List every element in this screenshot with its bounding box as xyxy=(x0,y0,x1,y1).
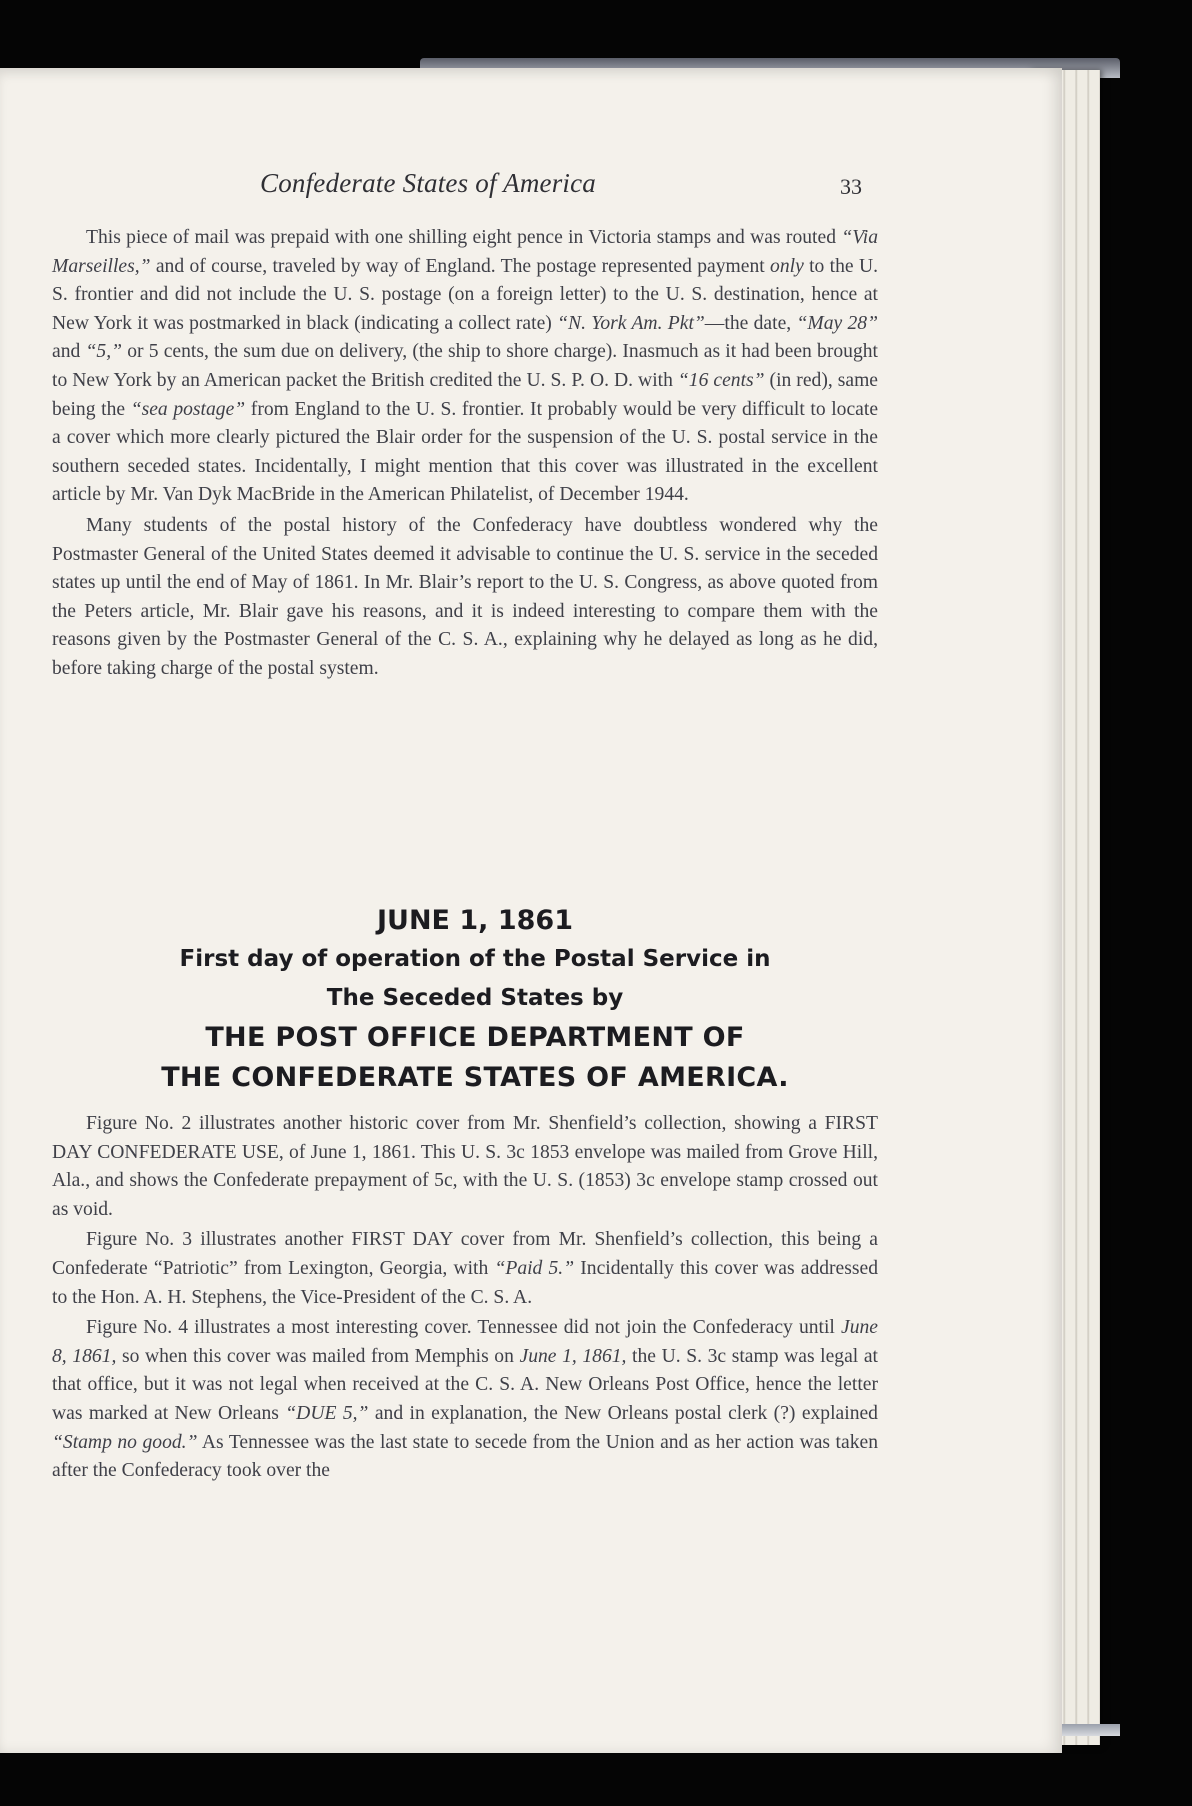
running-header xyxy=(252,168,862,208)
text-run: Figure No. 4 illustrates a most interesting cover. Tennessee did not join the Confederacy until xyxy=(86,1317,841,1339)
text-run: the U. S. 3c stamp was legal at that office, but it was not legal when received at the C. S. A. New Orleans Post Office, hence the letter was marked at New Orleans xyxy=(52,1345,878,1424)
text-run: from England to the U. S. frontier. It probably would be very difficult to locate a cover which more clearly pictured the Blair order for the suspension of the U. S. postal service in the southern seceded states. Incidentally, I might mention that this cover was illustrated in the excellent article by Mr. Van Dyk MacBride in the American Philatelist, of December 1944. xyxy=(52,398,879,506)
italic-run: “5,” xyxy=(85,341,122,363)
text-block-bottom xyxy=(52,1110,878,1486)
heading-department-2: THE CONFEDERATE STATES OF AMERICA. xyxy=(161,1062,789,1093)
italic-run: June 1, 1861, xyxy=(519,1345,627,1367)
heading-subtitle-1: First day of operation of the Postal Service in xyxy=(179,946,771,972)
heading-department-1: THE POST OFFICE DEPARTMENT OF xyxy=(205,1022,745,1053)
italic-run: “Stamp no good.” xyxy=(52,1431,198,1453)
section-heading xyxy=(140,902,810,1098)
italic-run: June 8, 1861, xyxy=(52,1317,878,1367)
paragraph-blair-report: Many students of the postal history of the Confederacy have doubtless wondered why the Postmaster General of the United States deemed it advisable to continue the U. S. service in the seceded states up until the end of May of 1861. In Mr. Blair’s report to the U. S. Congress, as above quoted from the Peters article, Mr. Blair gave his reasons, and it is indeed interesting to compare them with the reasons given by the Postmaster General of the C. S. A., explaining why he delayed as long as he did, before taking charge of the postal system. xyxy=(52,514,878,679)
paragraph-figure-3 xyxy=(52,1226,878,1312)
paragraph-figure-4 xyxy=(52,1314,878,1486)
text-run: and xyxy=(52,341,86,363)
heading-date: JUNE 1, 1861 xyxy=(376,905,573,936)
italic-run: only xyxy=(770,255,804,277)
text-run: This piece of mail was prepaid with one shilling eight pence in Victoria stamps and was routed xyxy=(86,227,842,248)
text-run: Incidentally this cover was addressed to the Hon. A. H. Stephens, the Vice-President of the C. S. A. xyxy=(52,1257,878,1308)
italic-run: “Via Marseilles,” xyxy=(52,227,878,277)
italic-run: “DUE 5,” xyxy=(285,1402,369,1424)
italic-run: “sea postage” xyxy=(130,398,246,420)
text-block-top xyxy=(52,224,878,684)
text-run: to the U. S. frontier and did not include the U. S. postage (on a foreign letter) to the U. S. destination, hence at New York it was postmarked in black (indicating a collect rate) xyxy=(52,255,879,334)
text-run: and in explanation, the New Orleans postal clerk (?) explained xyxy=(368,1402,878,1424)
running-title: Confederate States of America xyxy=(260,168,596,198)
text-run: As Tennessee was the last state to secede from the Union and as her action was taken after the Confederacy took over the xyxy=(52,1431,878,1482)
heading-subtitle-2: The Seceded States by xyxy=(326,985,624,1011)
italic-run: “N. York Am. Pkt” xyxy=(557,312,705,334)
italic-run: “Paid 5.” xyxy=(494,1257,575,1279)
italic-run: “16 cents” xyxy=(677,369,765,391)
italic-run: “May 28” xyxy=(796,312,878,334)
text-run: so when this cover was mailed from Memphis on xyxy=(116,1345,520,1367)
text-run: and of course, traveled by way of England. The postage represented payment xyxy=(150,255,771,277)
text-run: or 5 cents, the sum due on delivery, (the ship to shore charge). Inasmuch as it had been brought to New York by an American packet the British credited the U. S. P. O. D. with xyxy=(52,341,878,391)
text-run: (in red), same being the xyxy=(52,369,879,420)
text-run: Figure No. 3 illustrates another FIRST DAY cover from Mr. Shenfield’s collection, this being a Confederate “Patriotic” from Lexington, Georgia, with xyxy=(52,1229,878,1279)
paragraph-figure-2: Figure No. 2 illustrates another historic cover from Mr. Shenfield’s collection, showing a FIRST DAY CONFEDERATE USE, of June 1, 1861. This U. S. 3c 1853 envelope was mailed from Grove Hill, Ala., and shows the Confederate prepayment of 5c, with the U. S. (1853) 3c envelope stamp crossed out as void. xyxy=(52,1113,878,1220)
text-run: —the date, xyxy=(704,312,797,334)
paragraph-victoria-cover xyxy=(52,224,878,510)
page-number: 33 xyxy=(840,174,862,199)
